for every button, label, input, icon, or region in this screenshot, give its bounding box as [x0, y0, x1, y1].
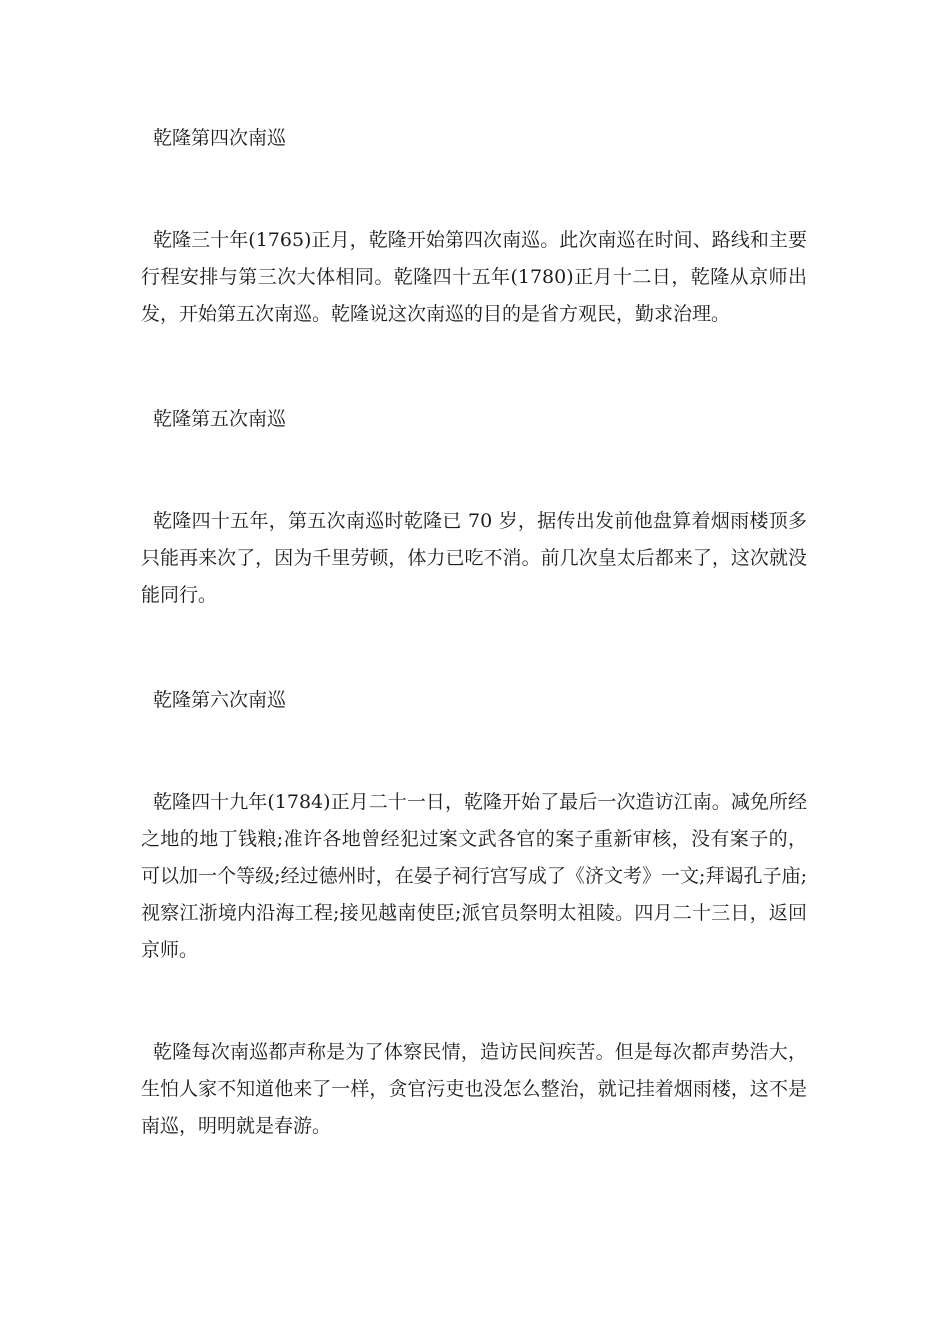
section-paragraph-fifth-tour: 乾隆四十五年，第五次南巡时乾隆已 70 岁，据传出发前他盘算着烟雨楼顶多只能再来次了，因为千里劳顿，体力已吃不消。前几次皇太后都来了，这次就没能同行。: [141, 510, 807, 606]
section-heading-fifth-tour: 乾隆第五次南巡: [153, 408, 287, 430]
section-paragraph-fourth-tour: 乾隆三十年(1765)正月，乾隆开始第四次南巡。此次南巡在时间、路线和主要行程安排与第三次大体相同。乾隆四十五年(1780)正月十二日，乾隆从京师出发，开始第五次南巡。乾隆说这次南巡的目的是省方观民，勤求治理。: [141, 229, 807, 325]
section-heading-fourth-tour: 乾隆第四次南巡: [153, 127, 287, 149]
closing-paragraph: 乾隆每次南巡都声称是为了体察民情，造访民间疾苦。但是每次都声势浩大，生怕人家不知道他来了一样，贪官污吏也没怎么整治，就记挂着烟雨楼，这不是南巡，明明就是春游。: [141, 1041, 807, 1137]
section-heading-sixth-tour: 乾隆第六次南巡: [153, 689, 287, 711]
section-paragraph-sixth-tour: 乾隆四十九年(1784)正月二十一日，乾隆开始了最后一次造访江南。减免所经之地的地丁钱粮;准许各地曾经犯过案文武各官的案子重新审核，没有案子的，可以加一个等级;经过德州时，在晏子祠行宫写成了《济文考》一文;拜谒孔子庙;视察江浙境内沿海工程;接见越南使臣;派官员祭明太祖陵。四月二十三日，返回京师。: [141, 791, 807, 961]
